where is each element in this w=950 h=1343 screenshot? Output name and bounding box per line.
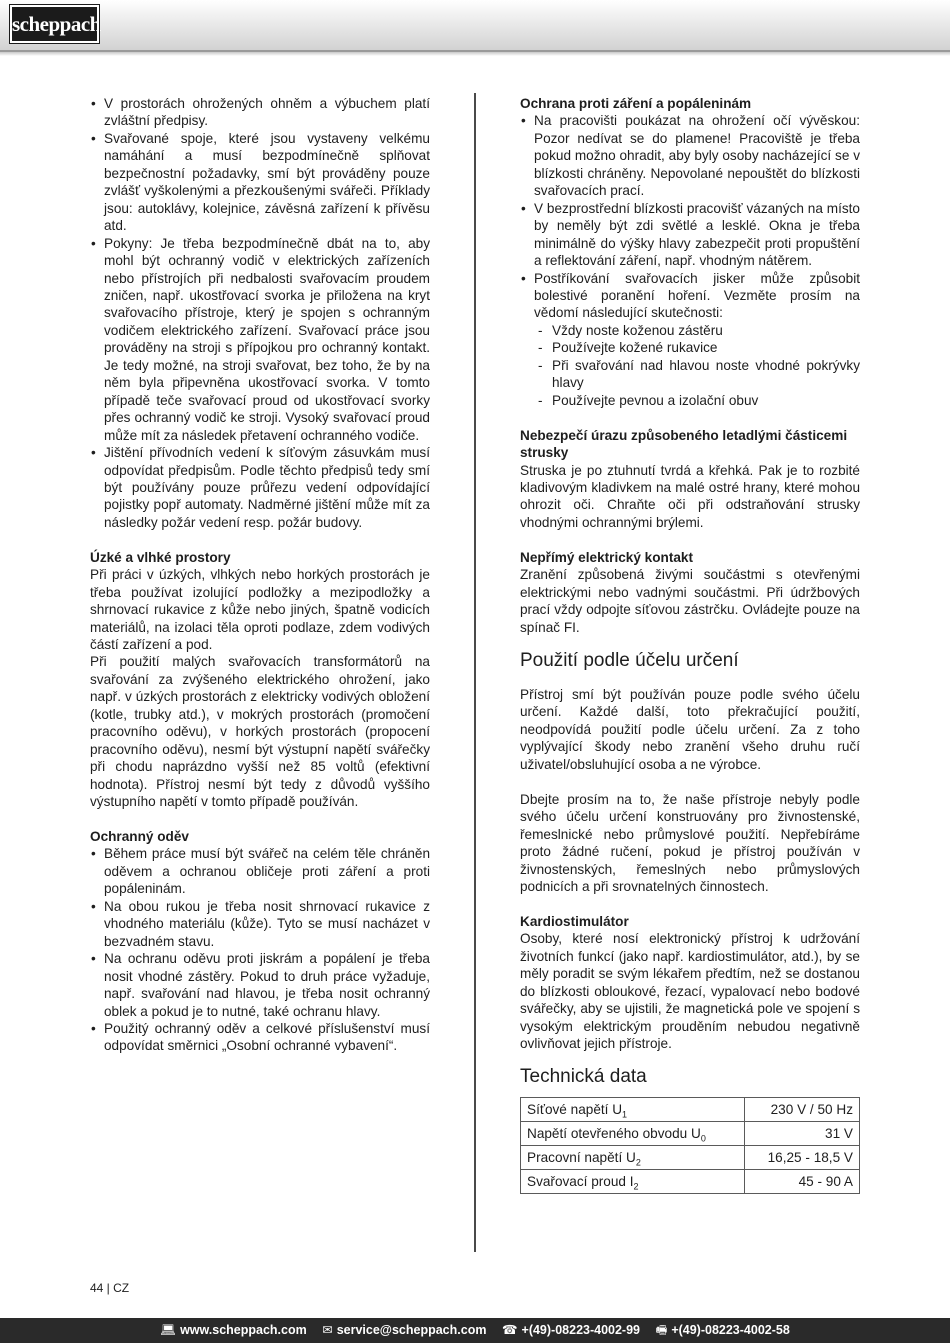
list-item: • Postříkování svařovacích jisker může způsobit bolestivé poranění hoření. Vezměte prosím na vědomí následující skutečnosti: <box>520 270 860 322</box>
intended-use-heading: Použití podle účelu určení <box>520 650 739 672</box>
list-item: - Při svařování nad hlavou noste vhodné pokrývky hlavy <box>520 357 860 392</box>
safety-bullet-list <box>90 95 430 531</box>
protective-clothing-list <box>90 845 430 1054</box>
narrow-spaces-paragraph-2: Při použití malých svařovacích transformátorů na svařování za zvýšeného elektrického ohrožení, jako např. v úzkých prostorách z elektricky vodivých obložení (kotle, trubky atd.), v mokrých prostorách (promočení pracovního oděvu), v horkých prostorách (propocení pracovního oděvu), nesmí být výstupní napětí svářečky při chodu naprázdno vyšší než 85 voltů (efektivní hodnota). Přístroj nesmí být tedy z důvodů vyššího výstupního napětí v tomto případě používán. <box>90 654 430 810</box>
list-item: - Používejte kožené rukavice <box>520 339 860 356</box>
table-cell-label: Svařovací proud $I_2$ <box>521 1169 745 1193</box>
phone-icon: ☎︎ <box>501 1323 518 1337</box>
intended-use-paragraph-2: Dbejte prosím na to, že naše přístroje nebyly podle svého účelu určení konstruovány pro živnostenské, řemeslnické nebo průmyslové použití. Nepřebíráme proto žádné ručení, pokud je přístroj používán v živnostenských, řemeslných nebo průmyslových podnicích a při srovnatelných činnostech. <box>520 791 860 894</box>
footer-phone[interactable]: ☎︎ +(49)-08223-4002-99 <box>502 1323 640 1337</box>
technical-data-table <box>520 1097 860 1194</box>
list-item: • Během práce musí být svářeč na celém těle chráněn oděvem a ochranou obličeje proti záření a proti popáleninám. <box>90 845 430 897</box>
table-cell-value: 31 V <box>745 1121 860 1145</box>
table-cell-label: Pracovní napětí $U_2$ <box>521 1145 745 1169</box>
indirect-contact-paragraph: Zranění způsobená živými součástmi s otevřenými elektrickými nebo vadnými součástmi. Při údržbových prací vždy odpojte síťovou zástrčku. Ovládejte pouze na spínač FI. <box>520 567 860 635</box>
mail-icon: ✉︎ <box>322 1323 333 1337</box>
intended-use-paragraph-1: Přístroj smí být používán pouze podle svého účelu určení. Každé další, toto překračující použití, neodpovídá použití podle účelu určení. Za z toho vyplývající škody nebo zranění všeho druhu ručí uživatel/obsluhující osoba a ne výrobce. <box>520 687 860 772</box>
list-item: • Jištění přívodních vedení k síťovým zásuvkám musí odpovídat předpisům. Podle těchto předpisů tedy smí být používány pouze průřezu vedení odpovídající pojistky popř automaty. Nadměrné jištění může mít za následky požár vedení resp. požár budovy. <box>90 444 430 531</box>
radiation-bullet-list <box>520 112 860 321</box>
footer-email[interactable]: ✉︎ service@scheppach.com <box>322 1323 486 1337</box>
footer-bar <box>0 1318 950 1343</box>
list-item: • Pokyny: Je třeba bezpodmínečně dbát na to, aby mohl být ochranný vodič v elektrických zařízeních nebo přístrojích při nedbalosti svařovacím proudem zničen, např. ukostřovací svorka je přiložena na kryt svařovacího přístroje, který je spojen s ochranným vodičem elektrického zařízení. Svařovací práce jsou prováděny na stroji s přípojkou pro ochranný kontakt. Je tedy možné, na stroji svařovat, bez toho, že by na něm byla připevněna ukostřovací svorka. V tomto případě teče svařovací proud od ukostřovací svorky přes ochranný vodič ke stroji. Vysoký svařovací proud může mít za následek přetavení ochranného vodiče. <box>90 235 430 444</box>
left-column <box>90 95 430 1055</box>
table-row <box>521 1169 860 1193</box>
list-item: • V bezprostřední blízkosti pracovišť vázaných na místo by neměly být zdi světlé a lesklé. Okna je třeba minimálně do výšky hlavy zabezpečit proti propuštění a reflektování záření, např. vhodným nátěrem. <box>520 200 860 270</box>
list-item: • V prostorách ohrožených ohněm a výbuchem platí zvláštní předpisy. <box>90 95 430 130</box>
header-bar <box>0 0 950 52</box>
technical-data-heading: Technická data <box>520 1065 647 1087</box>
list-item: - Používejte pevnou a izolační obuv <box>520 392 860 409</box>
right-column <box>520 95 860 1194</box>
fax-icon: 🖷︎ <box>655 1323 668 1337</box>
table-cell-label: Napětí otevřeného obvodu $U_0$ <box>521 1121 745 1145</box>
narrow-spaces-heading: Úzké a vlhké prostory <box>90 549 231 565</box>
list-item: • Na ochranu oděvu proti jiskrám a popálení je třeba nosit vhodné zástěry. Pokud to druh práce vyžaduje, např. svařování nad hlavou, je třeba nosit ochranný oblek a pokud je to nutné, také ochranu hlavy. <box>90 950 430 1020</box>
list-item: • Svařované spoje, které jsou vystaveny velkému namáhání a musí bezpodmínečně splňovat bezpečnostní požadavky, smí být prováděny pouze zvlášť vyškolenými a přezkoušenými svářeči. Příklady jsou: autoklávy, kolejnice, závěsná zařízení k přívěsu atd. <box>90 130 430 235</box>
table-cell-value: 16,25 - 18,5 V <box>745 1145 860 1169</box>
list-item: • Na pracovišti poukázat na ohrožení očí vývěskou: Pozor nedívat se do plamene! Pracoviště je třeba pokud možno ohradit, aby byly osoby nacházející se v blízkosti chráněny. Nepovolané nepouštět do blízkosti svařovacích prací. <box>520 112 860 199</box>
table-cell-value: 230 V / 50 Hz <box>745 1097 860 1121</box>
pacemaker-heading: Kardiostimulátor <box>520 913 629 929</box>
ppe-dash-list <box>520 322 860 409</box>
header-shadow <box>0 52 950 56</box>
pacemaker-paragraph: Osoby, které nosí elektronický přístroj k udržování životních funkcí (jako např. kardiostimulátor, atd.), by se měly poradit se svým lékařem předtím, než se dostanou do blízkosti obloukové, řezací, vypalovací nebo bodové svářečky, aby se ujistili, že magnetická pole ve spojení s vysokým elektrickým prouděním nebudou negativně ovlivňovat jejich přístroje. <box>520 931 860 1052</box>
table-row <box>521 1121 860 1145</box>
table-row <box>521 1097 860 1121</box>
protective-clothing-heading: Ochranný oděv <box>90 829 189 844</box>
indirect-contact-heading: Nepřímý elektrický kontakt <box>520 549 694 565</box>
slag-heading: Nebezpečí úrazu způsobeného letadlými částicemi strusky <box>520 427 848 461</box>
table-cell-label: Síťové napětí $U_1$ <box>521 1097 745 1121</box>
narrow-spaces-paragraph-1: Při práci v úzkých, vlhkých nebo horkých prostorách je třeba používat izolující podložky a mezipodložky a shrnovací rukavice z kůže nebo jiných, špatně vodicích materiálů, na izolaci těla oproti podlaze, zdem vodivých částí zařízení a pod. <box>90 567 430 653</box>
scheppach-logo: scheppach <box>10 5 99 43</box>
table-cell-value: 45 - 90 A <box>745 1169 860 1193</box>
table-row <box>521 1145 860 1169</box>
list-item: • Použitý ochranný oděv a celkové příslušenství musí odpovídat směrnici „Osobní ochranné vybavení“. <box>90 1020 430 1055</box>
laptop-icon: 💻︎ <box>160 1323 177 1337</box>
column-divider <box>474 93 476 1252</box>
page-number: 44 | CZ <box>90 1281 130 1295</box>
list-item: • Na obou rukou je třeba nosit shrnovací rukavice z vhodného materiálu (kůže). Tyto se musí nacházet v bezvadném stavu. <box>90 898 430 950</box>
slag-paragraph: Struska je po ztuhnutí tvrdá a křehká. Pak je to rozbité kladivovým kladivkem na malé ostré hrany, které mohou ohrozit oči. Chraňte oči při odstraňování strusky vhodnými ochrannými brýlemi. <box>520 462 860 530</box>
list-item: - Vždy noste koženou zástěru <box>520 322 860 339</box>
footer-website[interactable]: 💻︎ www.scheppach.com <box>160 1323 307 1337</box>
footer-fax: 🖷︎ +(49)-08223-4002-58 <box>656 1323 790 1337</box>
radiation-heading: Ochrana proti záření a popáleninám <box>520 96 752 111</box>
